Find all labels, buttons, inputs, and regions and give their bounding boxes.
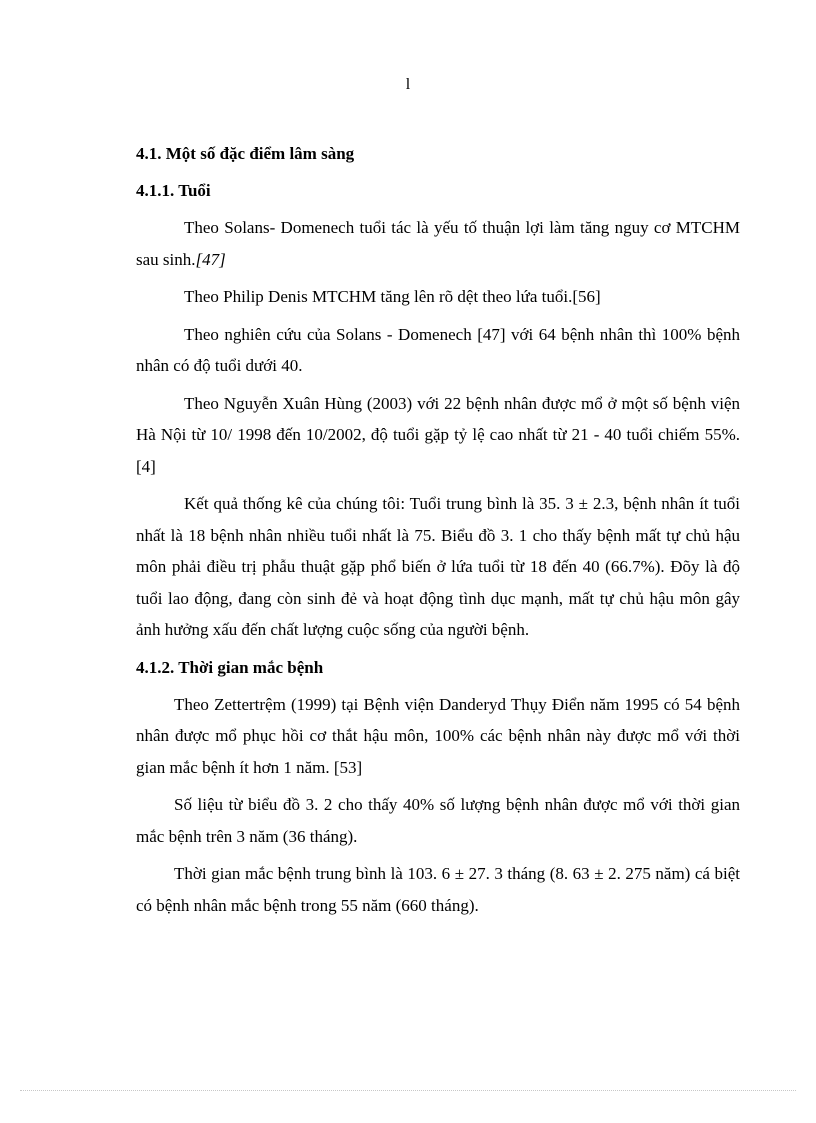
paragraph-chart-3-2: Số liệu từ biểu đồ 3. 2 cho thấy 40% số lượng bệnh nhân được mổ với thời gian mắc bệnh trên 3 năm (36 tháng). — [136, 795, 740, 846]
page-bottom-divider — [20, 1090, 796, 1091]
paragraph-text: Theo Solans- Domenech tuổi tác là yếu tố thuận lợi làm tăng nguy cơ MTCHM sau sinh. — [136, 218, 740, 269]
paragraph-nguyen-xuan-hung: Theo Nguyễn Xuân Hùng (2003) với 22 bệnh nhân được mổ ở một số bệnh viện Hà Nội từ 10/ 1998 đến 10/2002, độ tuổi gặp tỷ lệ cao nhất từ 21 - 40 tuổi chiếm 55%.[4] — [136, 393, 740, 476]
paragraph-zettertrem: Theo Zettertrệm (1999) tại Bệnh viện Danderyd Thụy Điển năm 1995 có 54 bệnh nhân được mổ phục hồi cơ thắt hậu môn, 100% các bệnh nhân này được mổ với thời gian mắc bệnh ít hơn 1 năm. [53] — [136, 694, 740, 777]
page-number: l — [405, 76, 411, 93]
paragraph-our-statistics: Kết quả thống kê của chúng tôi: Tuổi trung bình là 35. 3 ± 2.3, bệnh nhân ít tuổi nhất là 18 bệnh nhân nhiều tuổi nhất là 75. Biểu đồ 3. 1 cho thấy bệnh mất tự chủ hậu môn phải điều trị phẫu thuật gặp phổ biến ở lứa tuổi từ 18 đến 40 (66.7%). Đõy là độ tuổi lao động, đang còn sinh đẻ và hoạt động tình dục mạnh, mất tự chủ hậu môn gây ảnh hưởng xấu đến chất lượng cuộc sống của người bệnh. — [136, 494, 740, 639]
reference-citation: [47] — [195, 249, 226, 269]
paragraph-solans-study: Theo nghiên cứu của Solans - Domenech [47] với 64 bệnh nhân thì 100% bệnh nhân có độ tuổi dưới 40. — [136, 324, 740, 375]
paragraph-solans-age-risk — [136, 212, 740, 275]
paragraph-mean-duration: Thời gian mắc bệnh trung bình là 103. 6 ± 27. 3 tháng (8. 63 ± 2. 275 năm) cá biệt có bệnh nhân mắc bệnh trong 55 năm (660 tháng). — [136, 864, 740, 915]
subsection-heading-disease-duration: 4.1.2. Thời gian mắc bệnh — [136, 657, 324, 677]
subsection-heading-age: 4.1.1. Tuổi — [136, 181, 211, 200]
document-body — [136, 138, 740, 927]
section-heading: 4.1. Một số đặc điểm lâm sàng — [136, 144, 355, 163]
paragraph-philip-denis: Theo Philip Denis MTCHM tăng lên rõ dệt theo lứa tuổi.[56] — [184, 287, 601, 306]
